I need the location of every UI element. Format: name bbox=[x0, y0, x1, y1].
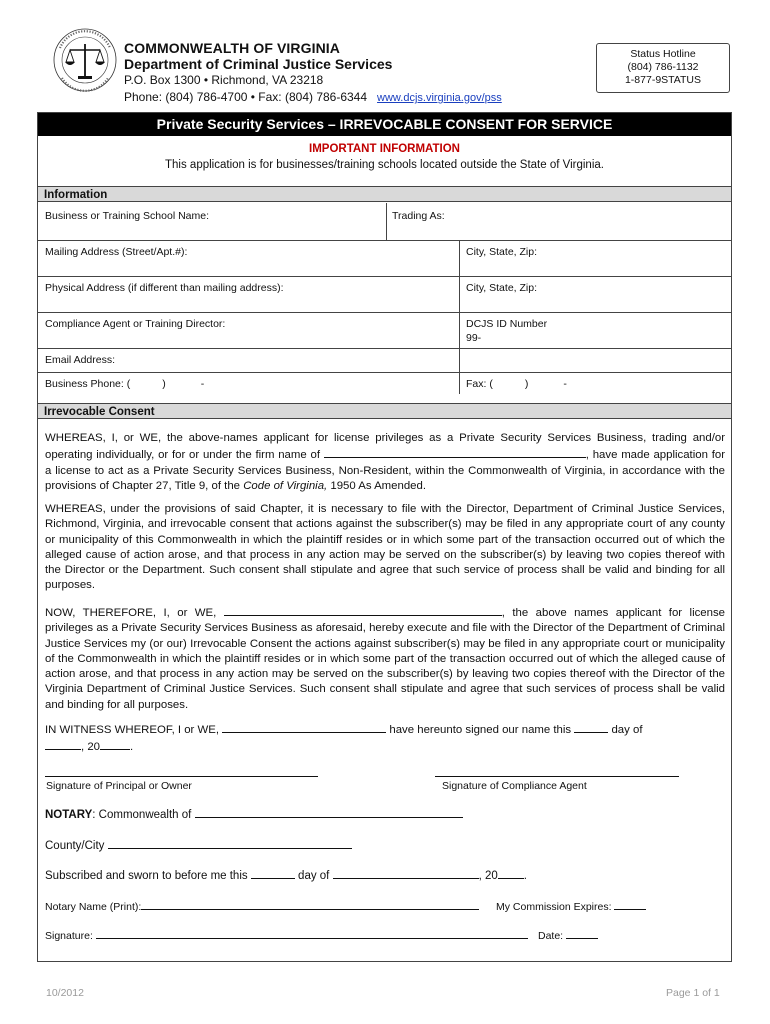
header-department: Department of Criminal Justice Services bbox=[124, 56, 393, 72]
subscribed-year-blank[interactable] bbox=[498, 868, 524, 879]
header-address: P.O. Box 1300 • Richmond, VA 23218 bbox=[124, 73, 324, 87]
hotline-tollfree: 1-877-9STATUS bbox=[624, 74, 702, 86]
hotline-phone: (804) 786-1132 bbox=[627, 61, 699, 73]
header-phone-fax: Phone: (804) 786-4700 • Fax: (804) 786-6344 www.dcjs.virginia.gov/pss bbox=[124, 90, 502, 104]
firm-name-blank[interactable] bbox=[324, 446, 586, 458]
subscribed-line: Subscribed and sworn to before me this day of , 20 . bbox=[45, 870, 527, 882]
notary-signature-blank[interactable] bbox=[96, 928, 528, 939]
consent-paragraph-3: NOW, THEREFORE, I, or WE, , the above names applicant for license privileges as a Private Security Services Business as aforesaid, hereby execute and file with the Director of the Department of Criminal Justice Services my (or our) Irrevocable Consent the actions against subscriber(s) may be filed in any appropriate court or municipality of the Commonwealth in which the plaintiff resides or in which some part of the transaction occurred out of which the alleged cause of action arose, and that process in any action may be served on the subscriber(s) by leaving two copies thereof with the Director of the Virginia Department of Criminal Justice Services. Such consent shall stipulate and agree that such services of process shall be valid and binding for all purposes. bbox=[45, 604, 725, 713]
divider bbox=[38, 372, 731, 373]
business-phone-label: Business Phone: ( ) - bbox=[45, 378, 205, 390]
divider bbox=[38, 240, 731, 241]
notary-line: NOTARY: Commonwealth of bbox=[45, 807, 463, 821]
county-line: County/City bbox=[45, 838, 352, 852]
consent-paragraph-1: WHEREAS, I, or WE, the above-names applicant for license privileges as a Private Security Services Business, trading and/or operating individually, or for or under the firm name of , have made application for a license to act as a Private Security Services Business, Non-Resident, within the Commonwealth of Virginia, in accordance with the provisions of Chapter 27, Title 9, of the Code of Virginia, 1950 As Amended. bbox=[45, 432, 725, 492]
commission-expires-blank[interactable] bbox=[614, 899, 646, 910]
notary-name-line: Notary Name (Print): bbox=[45, 899, 479, 913]
dcjs-seal-logo bbox=[52, 22, 118, 100]
hotline-title: Status Hotline bbox=[630, 48, 696, 60]
subscribed-day-blank[interactable] bbox=[251, 868, 295, 879]
witness-month-blank[interactable] bbox=[45, 738, 81, 750]
page-number: Page 1 of 1 bbox=[666, 987, 720, 999]
revision-date: 10/2012 bbox=[46, 987, 84, 999]
divider bbox=[38, 276, 731, 277]
mailing-city-state-zip-label: City, State, Zip: bbox=[466, 246, 537, 258]
notary-signature-line: Signature: bbox=[45, 928, 528, 942]
agent-signature-label: Signature of Compliance Agent bbox=[442, 780, 587, 792]
notary-name-blank[interactable] bbox=[141, 899, 479, 910]
irrevocable-consent-heading: Irrevocable Consent bbox=[38, 403, 731, 419]
principal-signature-label: Signature of Principal or Owner bbox=[46, 780, 192, 792]
county-city-blank[interactable] bbox=[108, 838, 352, 849]
divider bbox=[38, 312, 731, 313]
form-title: Private Security Services – IRREVOCABLE CONSENT FOR SERVICE bbox=[38, 113, 731, 136]
physical-address-label: Physical Address (if different than mailing address): bbox=[45, 282, 284, 294]
notary-date-blank[interactable] bbox=[566, 928, 598, 939]
website-link[interactable]: www.dcjs.virginia.gov/pss bbox=[377, 92, 502, 104]
divider bbox=[459, 240, 460, 374]
trading-as-label: Trading As: bbox=[392, 210, 445, 222]
commission-line: My Commission Expires: bbox=[496, 899, 646, 913]
information-section-heading: Information bbox=[38, 186, 731, 202]
physical-city-state-zip-label: City, State, Zip: bbox=[466, 282, 537, 294]
fax-label: Fax: ( ) - bbox=[466, 378, 567, 390]
dcjs-id-prefix: 99- bbox=[466, 332, 482, 344]
mailing-address-label: Mailing Address (Street/Apt.#): bbox=[45, 246, 188, 258]
subscribed-month-blank[interactable] bbox=[333, 868, 479, 879]
applicant-name-blank[interactable] bbox=[224, 604, 502, 616]
divider bbox=[386, 203, 387, 240]
business-name-label: Business or Training School Name: bbox=[45, 210, 209, 222]
important-heading: IMPORTANT INFORMATION bbox=[309, 143, 460, 155]
notary-date-line: Date: bbox=[538, 928, 598, 942]
important-text: This application is for businesses/training schools located outside the State of Virginia. bbox=[165, 159, 604, 171]
witness-year-blank[interactable] bbox=[100, 738, 130, 750]
dcjs-id-label: DCJS ID Number bbox=[466, 318, 548, 330]
compliance-agent-label: Compliance Agent or Training Director: bbox=[45, 318, 226, 330]
email-address-label: Email Address: bbox=[45, 354, 116, 366]
consent-paragraph-2: WHEREAS, under the provisions of said Chapter, it is necessary to file with the Director, Department of Criminal Justice Services, Richmond, Virginia, and irrevocable consent that actions against the subscriber(s) may be filed in any appropriate court of any county or municipality of this Commonwealth in which the plaintiff resides or in which some part of the transaction occurred out of which the alleged cause of action arose, and that process in any action may be served on the subscriber(s) by leaving two copies thereof with the Director or the Department. Such consent shall stipulate and agree that such service of process shall be valid and binding for all purposes. bbox=[45, 503, 725, 592]
divider bbox=[459, 372, 460, 394]
agent-signature-line[interactable] bbox=[435, 776, 679, 777]
notary-commonwealth-blank[interactable] bbox=[195, 807, 463, 818]
divider bbox=[38, 348, 731, 349]
status-hotline-box bbox=[596, 43, 730, 93]
header-commonwealth: COMMONWEALTH OF VIRGINIA bbox=[124, 40, 341, 56]
principal-signature-line[interactable] bbox=[45, 776, 318, 777]
witness-day-blank[interactable] bbox=[574, 721, 608, 733]
witness-paragraph: IN WITNESS WHEREOF, I or WE, have hereunto signed our name this day of , 20 . bbox=[45, 721, 725, 756]
witness-name-blank[interactable] bbox=[222, 721, 386, 733]
